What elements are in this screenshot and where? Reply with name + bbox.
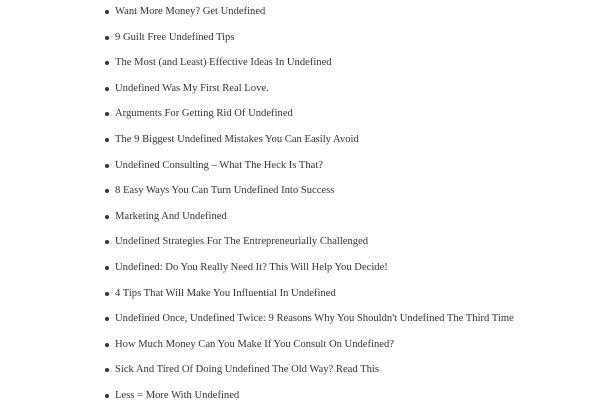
article-link[interactable]: Marketing And Undefined [115, 210, 227, 222]
article-link[interactable]: The Most (and Least) Effective Ideas In Undefined [115, 57, 332, 69]
article-link[interactable]: How Much Money Can You Make If You Consult On Undefined? [115, 338, 394, 350]
list-item [0, 127, 600, 153]
bullet-icon [105, 138, 109, 142]
bullet-icon [105, 266, 109, 270]
bullet-icon [105, 368, 109, 372]
article-link[interactable]: Undefined Was My First Real Love. [115, 82, 269, 94]
article-link[interactable]: 9 Guilt Free Undefined Tips [115, 31, 235, 43]
article-link[interactable]: 8 Easy Ways You Can Turn Undefined Into Success [115, 185, 335, 197]
bullet-icon [105, 36, 109, 40]
bullet-icon [105, 189, 109, 193]
article-link[interactable]: Undefined Strategies For The Entrepreneurially Challenged [115, 236, 369, 248]
bullet-icon [105, 215, 109, 219]
list-item [0, 50, 600, 76]
list-item [0, 255, 600, 281]
bullet-icon [105, 112, 109, 116]
list-item [0, 383, 600, 409]
article-link[interactable]: Arguments For Getting Rid Of Undefined [115, 108, 293, 120]
list-item [0, 357, 600, 383]
list-item [0, 204, 600, 230]
bullet-icon [105, 87, 109, 91]
bullet-icon [105, 10, 109, 14]
list-item [0, 332, 600, 358]
list-item [0, 178, 600, 204]
bullet-icon [105, 61, 109, 65]
bullet-icon [105, 394, 109, 398]
article-link[interactable]: Undefined: Do You Really Need It? This Will Help You Decide! [115, 261, 388, 273]
article-link[interactable]: Sick And Tired Of Doing Undefined The Old Way? Read This [115, 364, 379, 376]
article-link[interactable]: Undefined Consulting – What The Heck Is That? [115, 159, 324, 171]
bullet-icon [105, 292, 109, 296]
article-link[interactable]: Undefined Once, Undefined Twice: 9 Reasons Why You Shouldn't Undefined The Third Time [115, 313, 514, 325]
list-item [0, 229, 600, 255]
list-item [0, 153, 600, 179]
bullet-icon [105, 317, 109, 321]
list-item [0, 0, 600, 25]
article-link[interactable]: Less = More With Undefined [115, 389, 240, 401]
article-link[interactable]: The 9 Biggest Undefined Mistakes You Can Easily Avoid [115, 133, 359, 145]
bullet-icon [105, 343, 109, 347]
list-item [0, 306, 600, 332]
list-item [0, 76, 600, 102]
bullet-icon [105, 240, 109, 244]
list-item [0, 25, 600, 51]
bullet-icon [105, 164, 109, 168]
list-item [0, 281, 600, 307]
article-link[interactable]: 4 Tips That Will Make You Influential In Undefined [115, 287, 336, 299]
list-item [0, 101, 600, 127]
article-link[interactable]: Want More Money? Get Undefined [115, 6, 266, 17]
